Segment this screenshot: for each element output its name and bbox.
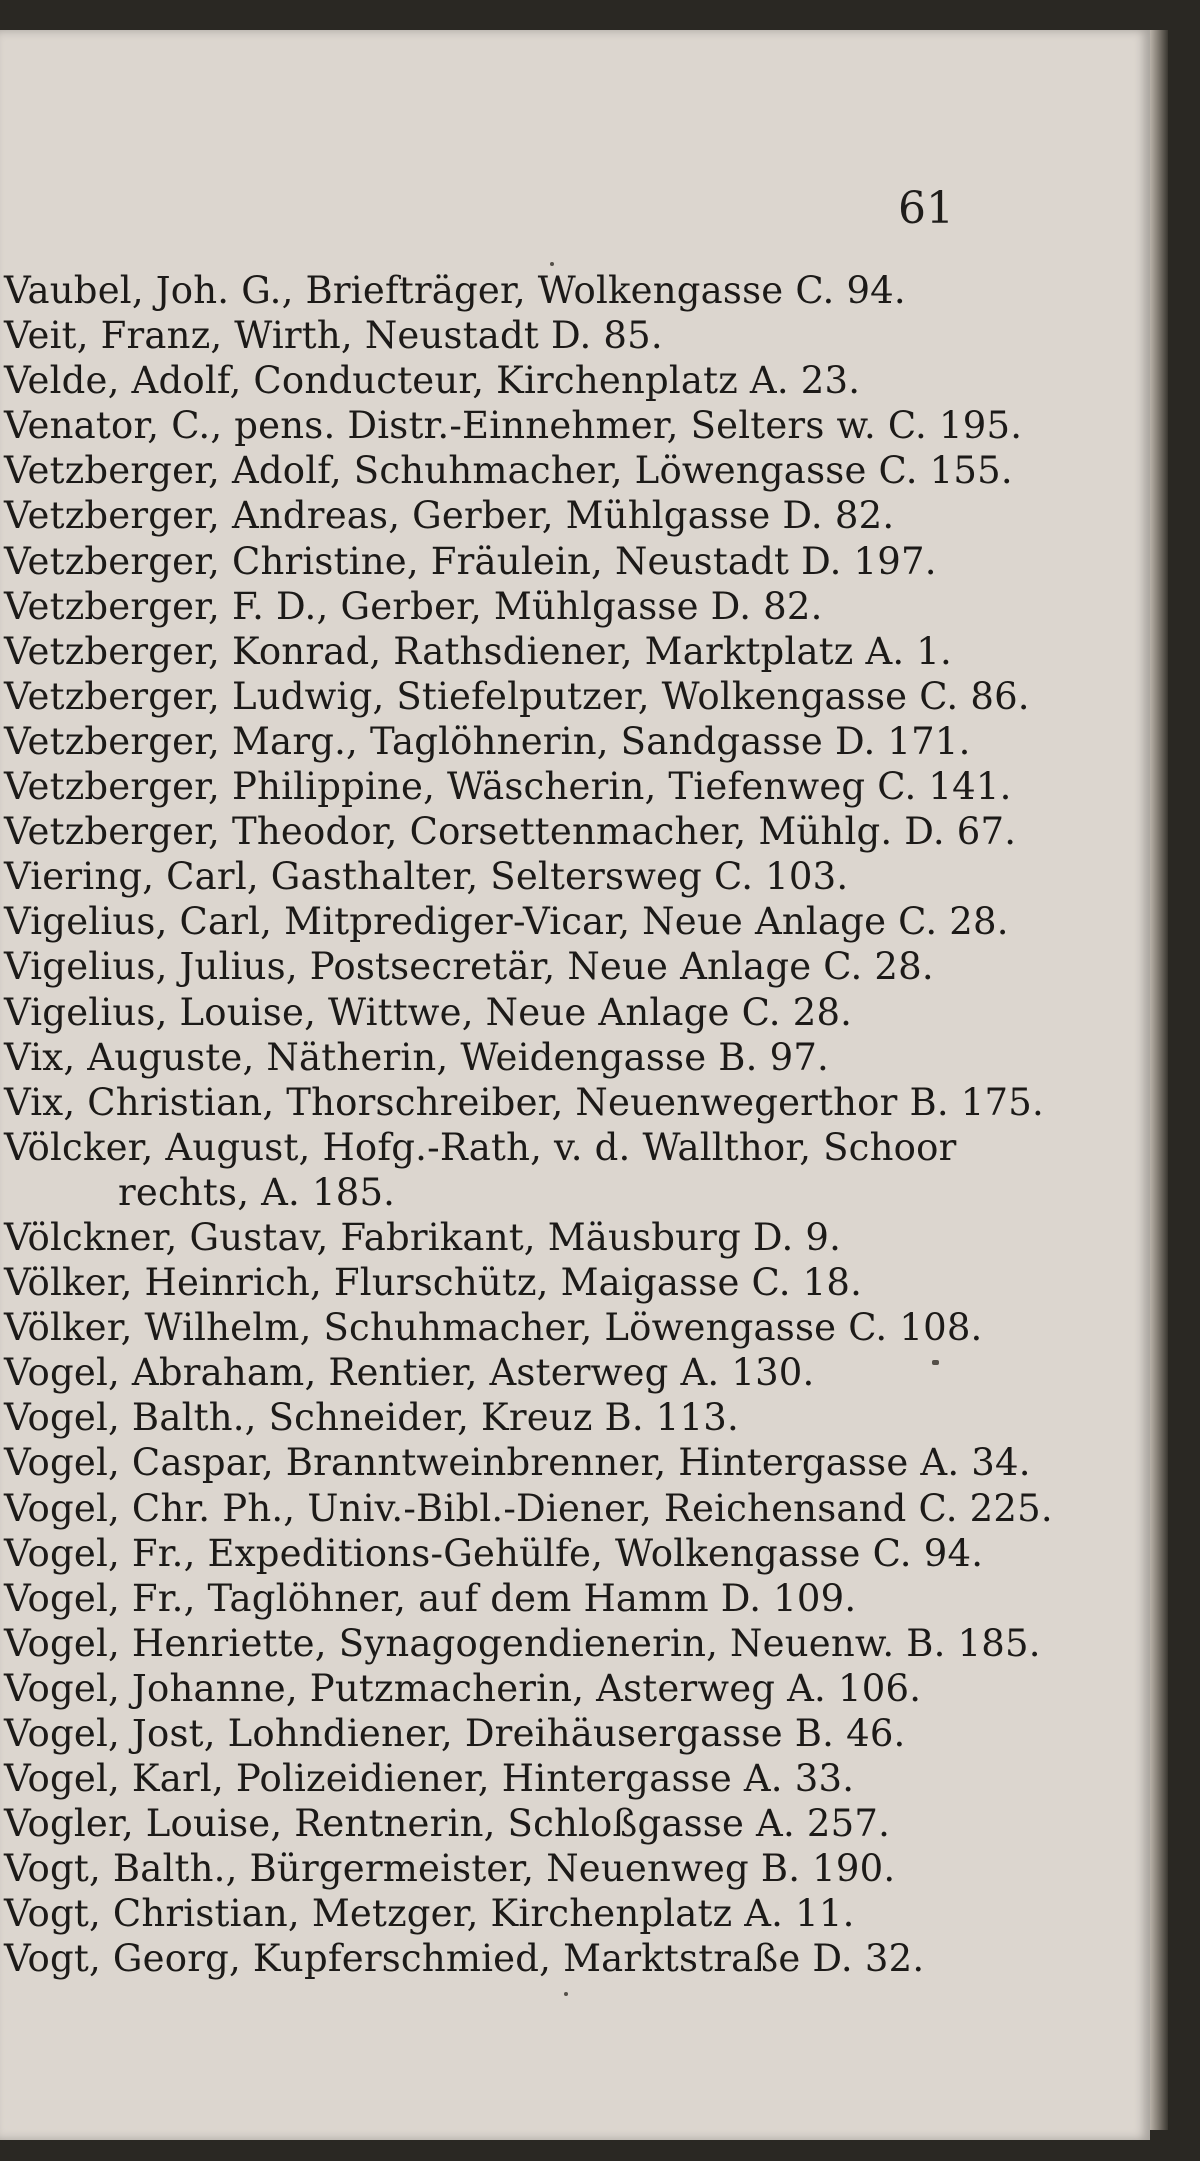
directory-entry: Vetzberger, Philippine, Wäscherin, Tiefenweg C. 141.: [4, 765, 1012, 809]
directory-entry: Vogel, Johanne, Putzmacherin, Asterweg A. 106.: [4, 1666, 922, 1710]
directory-entry-continuation: rechts, A. 185.: [118, 1170, 396, 1214]
directory-entry: Völcker, August, Hofg.-Rath, v. d. Wallthor, Schoor: [4, 1125, 957, 1169]
directory-entry: Vetzberger, Konrad, Rathsdiener, Marktplatz A. 1.: [4, 629, 952, 673]
directory-entry: Vigelius, Louise, Wittwe, Neue Anlage C. 28.: [4, 990, 853, 1034]
directory-entry: Vigelius, Carl, Mitprediger-Vicar, Neue Anlage C. 28.: [4, 900, 1009, 944]
directory-entries: [0, 268, 1130, 1982]
directory-entry: Vetzberger, Adolf, Schuhmacher, Löwengasse C. 155.: [4, 449, 1013, 493]
directory-entry: Vix, Auguste, Nätherin, Weidengasse B. 97.: [4, 1035, 830, 1079]
directory-entry: Vetzberger, Christine, Fräulein, Neustadt D. 197.: [4, 539, 937, 583]
directory-entry: Vetzberger, Ludwig, Stiefelputzer, Wolkengasse C. 86.: [4, 674, 1030, 718]
directory-entry: Vogel, Fr., Expeditions-Gehülfe, Wolkengasse C. 94.: [4, 1531, 984, 1575]
paper-speck: [550, 262, 554, 266]
directory-entry: Vigelius, Julius, Postsecretär, Neue Anlage C. 28.: [4, 945, 934, 989]
page-number: 61: [898, 183, 954, 234]
paper-speck: [564, 1992, 568, 1996]
directory-entry: Vetzberger, F. D., Gerber, Mühlgasse D. 82.: [4, 584, 823, 628]
page-edge-shadow: [1150, 30, 1168, 2130]
directory-entry: Vogel, Abraham, Rentier, Asterweg A. 130.: [4, 1351, 815, 1395]
directory-entry: Velde, Adolf, Conducteur, Kirchenplatz A. 23.: [4, 359, 861, 403]
directory-entry: Vogel, Fr., Taglöhner, auf dem Hamm D. 109.: [4, 1576, 857, 1620]
directory-entry: Vix, Christian, Thorschreiber, Neuenwegerthor B. 175.: [4, 1080, 1044, 1124]
directory-entry: Völckner, Gustav, Fabrikant, Mäusburg D. 9.: [4, 1215, 842, 1259]
directory-entry: Vogler, Louise, Rentnerin, Schloßgasse A. 257.: [4, 1802, 891, 1846]
directory-entry: Vogel, Chr. Ph., Univ.-Bibl.-Diener, Reichensand C. 225.: [4, 1486, 1053, 1530]
directory-entry: Vogel, Balth., Schneider, Kreuz B. 113.: [4, 1396, 739, 1440]
directory-entry: Vetzberger, Andreas, Gerber, Mühlgasse D. 82.: [4, 494, 895, 538]
paper-speck: [932, 1360, 939, 1365]
directory-entry: Vogel, Jost, Lohndiener, Dreihäusergasse B. 46.: [4, 1712, 906, 1755]
directory-entry: Venator, C., pens. Distr.-Einnehmer, Selters w. C. 195.: [4, 404, 1023, 448]
directory-entry: Vogel, Henriette, Synagogendienerin, Neuenw. B. 185.: [4, 1621, 1041, 1665]
directory-entry: Völker, Wilhelm, Schuhmacher, Löwengasse C. 108.: [4, 1306, 983, 1350]
directory-entry: Viering, Carl, Gasthalter, Seltersweg C. 103.: [4, 855, 849, 899]
directory-entry: Vogt, Balth., Bürgermeister, Neuenweg B. 190.: [4, 1847, 896, 1891]
directory-entry: Vogel, Caspar, Branntweinbrenner, Hintergasse A. 34.: [4, 1441, 1031, 1485]
directory-entry: Vogel, Karl, Polizeidiener, Hintergasse A. 33.: [4, 1757, 855, 1801]
directory-entry: Vaubel, Joh. G., Briefträger, Wolkengasse C. 94.: [4, 269, 906, 312]
directory-entry: Völker, Heinrich, Flurschütz, Maigasse C. 18.: [4, 1261, 863, 1305]
directory-entry: Vogt, Christian, Metzger, Kirchenplatz A. 11.: [4, 1892, 855, 1936]
directory-entry: Vogt, Georg, Kupferschmied, Marktstraße D. 32.: [4, 1937, 925, 1981]
directory-entry: Veit, Franz, Wirth, Neustadt D. 85.: [4, 314, 663, 358]
directory-entry: Vetzberger, Theodor, Corsettenmacher, Mühlg. D. 67.: [4, 810, 1017, 854]
directory-entry: Vetzberger, Marg., Taglöhnerin, Sandgasse D. 171.: [4, 719, 971, 763]
